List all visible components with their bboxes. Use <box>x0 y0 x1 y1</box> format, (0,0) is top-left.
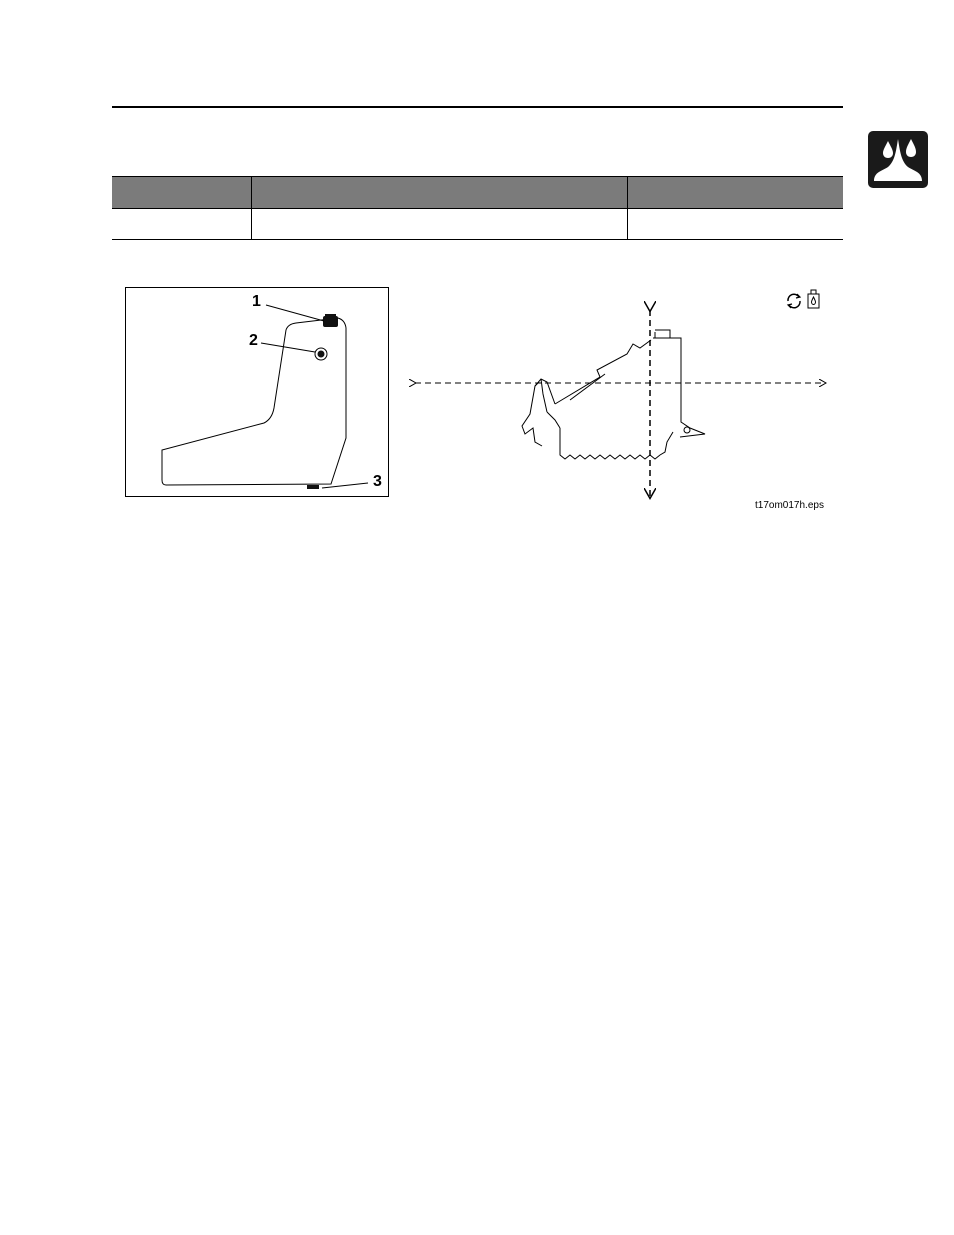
hydraulic-fluid-drops-icon <box>868 131 928 188</box>
section-tab <box>868 131 928 188</box>
spec-table-header-cell <box>112 177 252 209</box>
spec-table-cell <box>252 209 628 240</box>
figure-reference: t17om017h.eps <box>755 500 824 511</box>
machine-level-illustration <box>405 282 835 517</box>
callout-1: 1 <box>252 293 261 310</box>
spec-table-header <box>112 177 843 209</box>
spec-table <box>112 176 843 240</box>
hydraulic-tank-illustration <box>126 288 390 498</box>
table-row <box>112 209 843 240</box>
spec-table-header-cell <box>628 177 844 209</box>
fluid-tank-icon <box>805 288 823 310</box>
tank-figure <box>125 287 389 497</box>
spec-table-cell <box>112 209 252 240</box>
top-rule <box>112 106 843 108</box>
callout-2: 2 <box>249 332 258 349</box>
spec-table-cell <box>628 209 844 240</box>
level-check-figure <box>405 282 835 517</box>
callout-3: 3 <box>373 473 382 490</box>
spec-table-header-cell <box>252 177 628 209</box>
